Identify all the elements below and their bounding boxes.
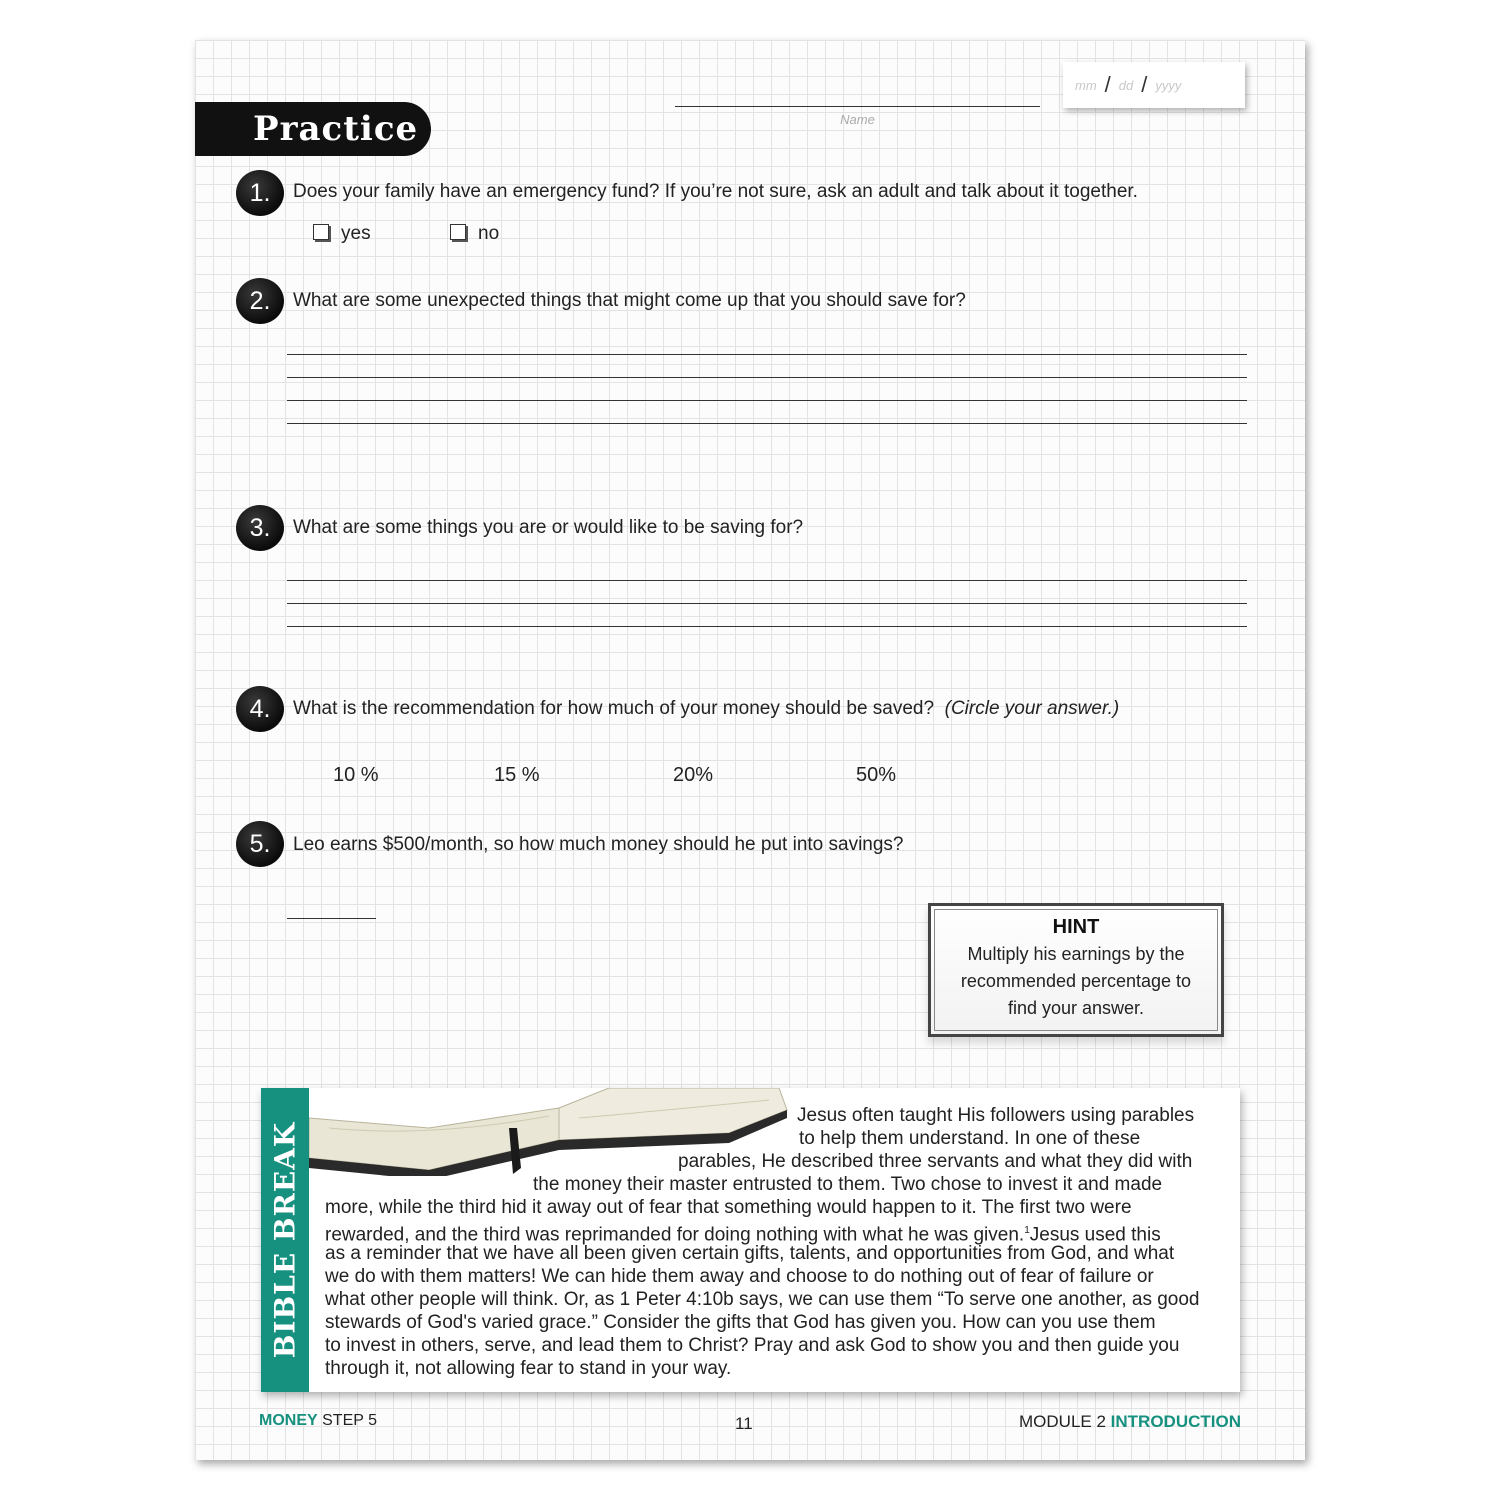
worksheet-page (195, 40, 1305, 1460)
question-number-1: 1. (236, 170, 284, 216)
question-text-3: What are some things you are or would like to be saving for? (293, 517, 804, 538)
footer-module: MODULE 2 (1019, 1412, 1106, 1431)
bible-break-box (261, 1088, 1240, 1392)
footer-step: STEP 5 (322, 1412, 377, 1429)
question-text-2: What are some unexpected things that might come up that you should save for? (293, 290, 966, 311)
hint-title: HINT (1052, 916, 1100, 938)
question-text-1: Does your family have an emergency fund? If you’re not sure, ask an adult and talk about it together. (293, 181, 1138, 202)
footnote-marker: 1 (1024, 1225, 1030, 1236)
yes-label: yes (341, 223, 371, 244)
date-month: mm (1075, 77, 1097, 93)
footer-money: MONEY (259, 1412, 318, 1429)
choice-50-percent[interactable]: 50% (856, 764, 897, 786)
bible-text-line: to invest in others, serve, and lead them to Christ? Pray and ask God to show you and then guide you (325, 1335, 1180, 1356)
date-day: dd (1118, 77, 1134, 93)
bible-text: Jesus used this (1029, 1224, 1161, 1246)
question-text-4 (293, 698, 1119, 720)
name-field[interactable] (675, 106, 1040, 107)
page-number: 11 (735, 1414, 753, 1433)
answer-line[interactable] (287, 354, 1247, 355)
hint-box (928, 903, 1224, 1037)
question-number-3: 3. (236, 505, 284, 551)
yes-checkbox[interactable] (313, 224, 329, 240)
bible-text-line: we do with them matters! We can hide them away and choose to do nothing out of fear of failure or (325, 1266, 1154, 1287)
footer-right (1019, 1412, 1241, 1432)
bible-text-line: to help them understand. In one of these (799, 1128, 1141, 1149)
answer-line[interactable] (287, 918, 376, 919)
bible-text-line: the money their master entrusted to them. Two chose to invest it and made (533, 1174, 1163, 1195)
bible-text-line: through it, not allowing fear to stand in your way. (325, 1358, 732, 1379)
date-year: yyyy (1155, 77, 1182, 93)
choice-10-percent[interactable]: 10 % (333, 764, 379, 786)
question-number-2: 2. (236, 278, 284, 324)
question-4-prompt: What is the recommendation for how much of your money should be saved? (293, 698, 935, 719)
footer-left (259, 1412, 377, 1430)
answer-line[interactable] (287, 626, 1247, 627)
question-number-4: 4. (236, 686, 284, 732)
name-label: Name (840, 112, 875, 127)
bible-text-line: what other people will think. Or, as 1 Peter 4:10b says, we can use them “To serve one another, as good (325, 1289, 1200, 1310)
practice-banner: Practice (195, 102, 431, 156)
date-separator: / (1104, 72, 1111, 97)
answer-line[interactable] (287, 580, 1247, 581)
choice-15-percent[interactable]: 15 % (494, 764, 540, 786)
bible-break-tab (261, 1088, 309, 1392)
bible-text: rewarded, and the third was reprimanded for doing nothing with what he was given. (325, 1224, 1025, 1246)
bible-text-line: stewards of God's varied grace.” Consider the gifts that God has given you. How can you use them (325, 1312, 1156, 1333)
date-separator: / (1141, 72, 1148, 97)
hint-line: find your answer. (1007, 998, 1145, 1018)
no-label: no (478, 223, 500, 244)
answer-line[interactable] (287, 400, 1247, 401)
hint-line: Multiply his earnings by the (967, 944, 1185, 964)
question-number-5: 5. (236, 821, 284, 867)
bible-text-line: more, while the third hid it away out of fear that something would happen to it. The first two were (325, 1197, 1132, 1218)
circle-note: (Circle your answer.) (944, 698, 1120, 719)
no-checkbox[interactable] (450, 224, 466, 240)
answer-line[interactable] (287, 603, 1247, 604)
bible-break-label: BIBLE BREAK (268, 1121, 302, 1359)
bible-text-line: as a reminder that we have all been given certain gifts, talents, and opportunities from God, and what (325, 1243, 1175, 1264)
choice-20-percent[interactable]: 20% (673, 764, 714, 786)
hint-line: recommended percentage to (960, 971, 1192, 991)
bible-text-line: parables, He described three servants and what they did with (678, 1151, 1193, 1172)
footer-introduction: INTRODUCTION (1110, 1412, 1241, 1431)
date-field[interactable] (1063, 62, 1245, 108)
bible-text-line: Jesus often taught His followers using parables (797, 1105, 1195, 1126)
answer-line[interactable] (287, 377, 1247, 378)
answer-line[interactable] (287, 423, 1247, 424)
question-text-5: Leo earns $500/month, so how much money should he put into savings? (293, 834, 904, 855)
